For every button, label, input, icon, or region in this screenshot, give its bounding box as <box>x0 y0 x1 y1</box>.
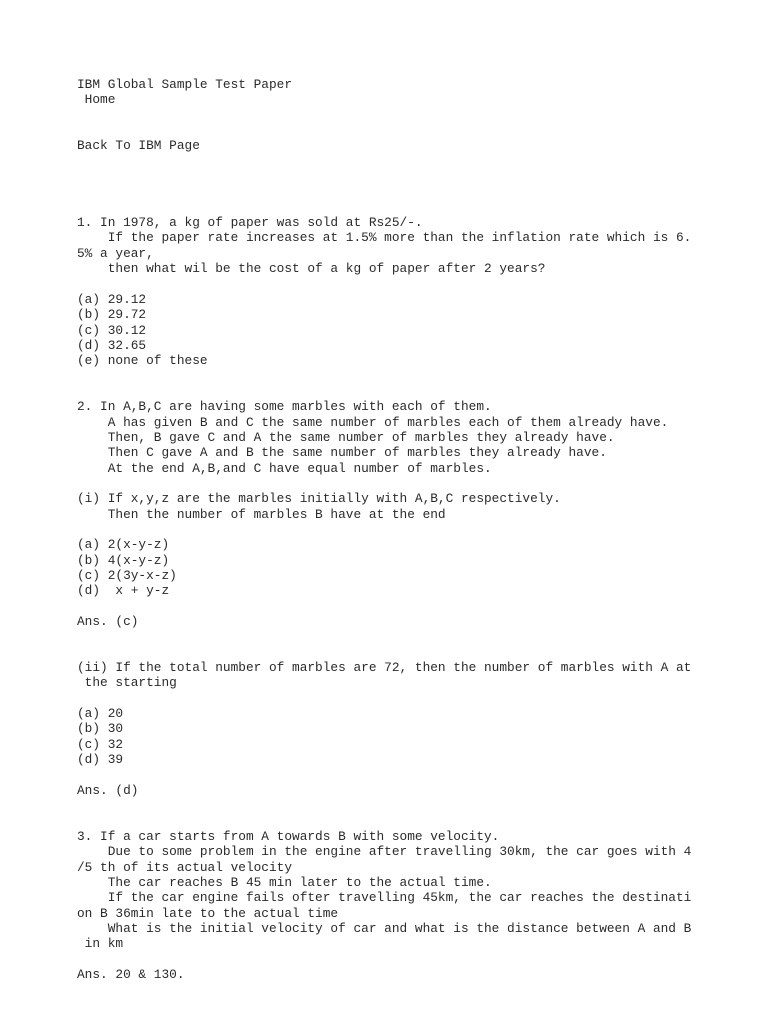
question-2ii-option: (a) 20 <box>77 706 124 722</box>
question-1-line: then what wil be the cost of a kg of paper after 2 years? <box>77 261 546 277</box>
spacer <box>77 184 757 199</box>
question-2i-answer: Ans. (c) <box>77 614 139 630</box>
question-2-line: At the end A,B,and C have equal number of marbles. <box>77 460 492 476</box>
question-3-line: 3. If a car starts from A towards B with some velocity. <box>77 828 500 844</box>
spacer <box>77 599 757 614</box>
question-1-option: (a) 29.12 <box>77 291 147 307</box>
spacer <box>77 645 757 660</box>
spacer <box>77 108 757 123</box>
spacer <box>77 522 757 537</box>
spacer <box>77 798 757 813</box>
question-2ii-option: (d) 39 <box>77 752 124 768</box>
question-1-line: 5% a year, <box>77 245 154 261</box>
spacer <box>77 200 757 215</box>
question-2-line: Then, B gave C and A the same number of marbles they already have. <box>77 429 615 445</box>
question-3-line: on B 36min late to the actual time <box>77 905 339 921</box>
question-2ii-answer: Ans. (d) <box>77 782 139 798</box>
question-3-line: Due to some problem in the engine after travelling 30km, the car goes with 4 <box>77 844 692 860</box>
spacer <box>77 691 757 706</box>
question-3-line: The car reaches B 45 min later to the actual time. <box>77 874 492 890</box>
question-1-option: (e) none of these <box>77 353 208 369</box>
question-1-option: (d) 32.65 <box>77 337 147 353</box>
spacer <box>77 476 757 491</box>
question-3-line: If the car engine fails ofter travelling 45km, the car reaches the destinati <box>77 890 692 906</box>
question-3-line: What is the initial velocity of car and what is the distance between A and B <box>77 920 692 936</box>
question-2i-option: (d) x + y-z <box>77 583 170 599</box>
spacer <box>77 276 757 291</box>
question-3-line: /5 th of its actual velocity <box>77 859 293 875</box>
spacer <box>77 384 757 399</box>
spacer <box>77 154 757 169</box>
spacer <box>77 629 757 644</box>
spacer <box>77 369 757 384</box>
question-3-answer: Ans. 20 & 130. <box>77 966 185 982</box>
question-2ii-option: (c) 32 <box>77 736 124 752</box>
question-2-line: Then C gave A and B the same number of marbles they already have. <box>77 445 607 461</box>
question-2-line: A has given B and C the same number of marbles each of them already have. <box>77 414 669 430</box>
question-2i-line: Then the number of marbles B have at the end <box>77 506 446 522</box>
question-2-line: 2. In A,B,C are having some marbles with each of them. <box>77 399 492 415</box>
document-body <box>77 77 757 982</box>
spacer <box>77 123 757 138</box>
question-1-option: (b) 29.72 <box>77 307 147 323</box>
question-2i-option: (b) 4(x-y-z) <box>77 552 170 568</box>
question-1-line: 1. In 1978, a kg of paper was sold at Rs25/-. <box>77 215 423 231</box>
question-3-line: in km <box>77 936 124 952</box>
question-2ii-line: the starting <box>77 675 177 691</box>
spacer <box>77 814 757 829</box>
question-2i-line: (i) If x,y,z are the marbles initially with A,B,C respectively. <box>77 491 561 507</box>
question-2i-option: (c) 2(3y-x-z) <box>77 568 177 583</box>
question-2ii-option: (b) 30 <box>77 721 124 737</box>
home-link[interactable]: Home <box>77 92 116 108</box>
question-2ii-line: (ii) If the total number of marbles are 72, then the number of marbles with A at <box>77 660 692 676</box>
page-title: IBM Global Sample Test Paper <box>77 77 293 92</box>
spacer <box>77 952 757 967</box>
question-1-option: (c) 30.12 <box>77 322 147 338</box>
back-to-ibm-link[interactable]: Back To IBM Page <box>77 138 200 154</box>
spacer <box>77 169 757 184</box>
question-2i-option: (a) 2(x-y-z) <box>77 537 170 553</box>
spacer <box>77 767 757 782</box>
question-1-line: If the paper rate increases at 1.5% more than the inflation rate which is 6. <box>77 230 692 246</box>
